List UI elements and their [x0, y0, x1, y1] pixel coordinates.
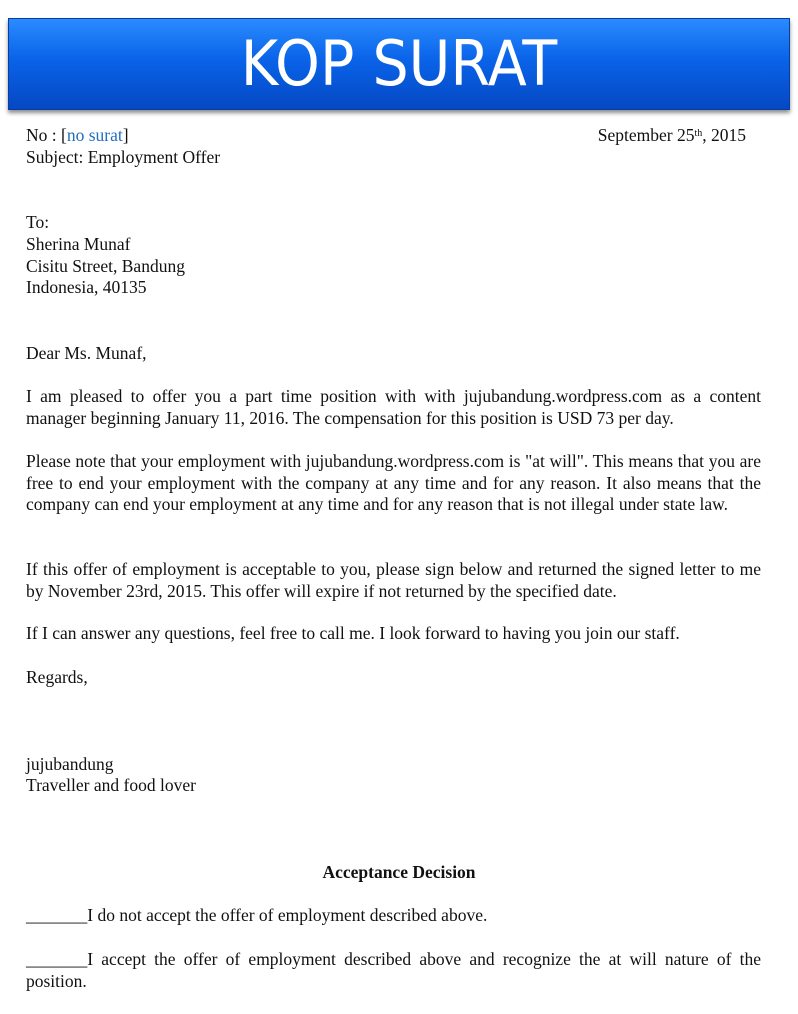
letter-number-value: no surat: [66, 125, 123, 145]
paragraph-acceptance-instructions: If this offer of employment is acceptable to you, please sign below and returned the signed letter to me by November 23rd, 2015. This offer will expire if not returned by the specified date.: [26, 559, 761, 601]
letter-number-close: ]: [122, 125, 129, 145]
date-suffix: , 2015: [702, 125, 746, 145]
recipient-street: Cisitu Street, Bandung: [26, 256, 185, 276]
date-ordinal: th: [694, 128, 703, 139]
recipient-country: Indonesia, 40135: [26, 277, 147, 297]
letterhead-banner: [8, 18, 790, 110]
closing: Regards,: [26, 667, 88, 687]
acceptance-option-accept: _______I accept the offer of employment described above and recognize the at will nature of the position.: [26, 949, 761, 991]
paragraph-at-will: Please note that your employment with jujubandung.wordpress.com is "at will". This means that you are free to end your employment with the company at any time and for any reason. It also means that the company can end your employment at any time and for any reason that is not illegal under state law.: [26, 451, 761, 514]
letter-number: [26, 125, 129, 146]
paragraph-offer: I am pleased to offer you a part time position with with jujubandung.wordpress.com as a content manager beginning January 11, 2016. The compensation for this position is USD 73 per day.: [26, 386, 761, 428]
acceptance-option-decline: _______I do not accept the offer of employment described above.: [26, 905, 488, 925]
salutation: Dear Ms. Munaf,: [26, 343, 147, 363]
acceptance-heading: Acceptance Decision: [322, 862, 476, 882]
recipient-name: Sherina Munaf: [26, 234, 131, 254]
date-prefix: September 25: [597, 125, 695, 145]
letterhead-title: KOP SURAT: [240, 27, 558, 100]
signature-title: Traveller and food lover: [26, 775, 196, 795]
signature-name: jujubandung: [26, 754, 114, 774]
letter-subject: Subject: Employment Offer: [26, 147, 221, 167]
letter-number-label: No : [: [26, 125, 67, 145]
letter-date: [598, 125, 746, 146]
recipient-to-label: To:: [26, 212, 50, 232]
paragraph-questions: If I can answer any questions, feel free to call me. I look forward to having you join our staff.: [26, 623, 680, 643]
